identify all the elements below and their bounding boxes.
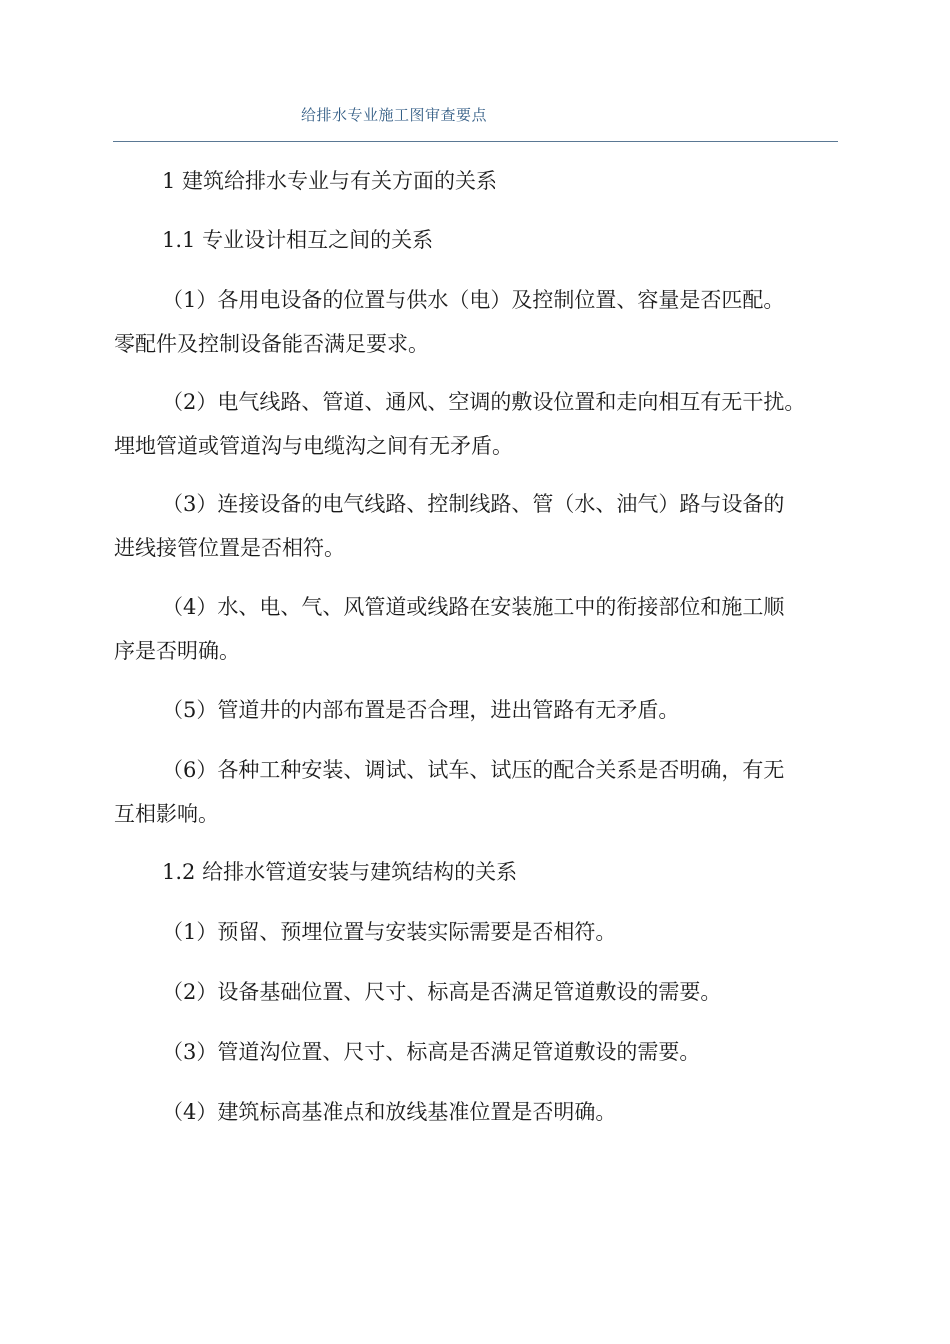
section-heading-1 xyxy=(114,159,886,203)
header-title: 给排水专业施工图审查要点 xyxy=(301,106,488,124)
paragraph-line: 零配件及控制设备能否满足要求。 xyxy=(114,332,429,356)
paragraph-6 xyxy=(114,748,838,836)
paragraph-line: （2）电气线路、管道、通风、空调的敷设位置和走向相互有无干扰。 xyxy=(162,390,806,414)
heading-text: 1.2 给排水管道安装与建筑结构的关系 xyxy=(162,860,518,884)
paragraph-q1 xyxy=(114,910,838,954)
paragraph-line: 埋地管道或管道沟与电缆沟之间有无矛盾。 xyxy=(114,434,513,458)
paragraph-line: （3）连接设备的电气线路、控制线路、管（水、油气）路与设备的 xyxy=(162,492,785,516)
paragraph-line: （4）水、电、气、风管道或线路在安装施工中的衔接部位和施工顺 xyxy=(162,595,785,619)
section-heading-1-1 xyxy=(114,218,886,262)
paragraph-line: （1）各用电设备的位置与供水（电）及控制位置、容量是否匹配。 xyxy=(162,288,785,312)
paragraph-line: （3）管道沟位置、尺寸、标高是否满足管道敷设的需要。 xyxy=(162,1040,701,1064)
heading-text: 1.1 专业设计相互之间的关系 xyxy=(162,228,434,252)
paragraph-line: （5）管道井的内部布置是否合理，进出管路有无矛盾。 xyxy=(162,698,680,722)
page-header xyxy=(0,0,950,145)
paragraph-line: 互相影响。 xyxy=(114,802,219,826)
paragraph-q2 xyxy=(114,970,838,1014)
paragraph-3 xyxy=(114,482,838,570)
header-divider xyxy=(113,141,838,142)
paragraph-line: 序是否明确。 xyxy=(114,639,240,663)
paragraph-line: （6）各种工种安装、调试、试车、试压的配合关系是否明确，有无 xyxy=(162,758,785,782)
paragraph-line: （2）设备基础位置、尺寸、标高是否满足管道敷设的需要。 xyxy=(162,980,722,1004)
paragraph-line: （4）建筑标高基准点和放线基准位置是否明确。 xyxy=(162,1100,617,1124)
paragraph-5 xyxy=(114,688,838,732)
paragraph-1 xyxy=(114,278,838,366)
section-heading-1-2 xyxy=(114,850,886,894)
paragraph-q3 xyxy=(114,1030,838,1074)
paragraph-2 xyxy=(114,380,838,468)
paragraph-4 xyxy=(114,585,838,673)
paragraph-line: （1）预留、预埋位置与安装实际需要是否相符。 xyxy=(162,920,617,944)
paragraph-q4 xyxy=(114,1090,838,1134)
heading-text: 1 建筑给排水专业与有关方面的关系 xyxy=(162,169,498,193)
paragraph-line: 进线接管位置是否相符。 xyxy=(114,536,345,560)
